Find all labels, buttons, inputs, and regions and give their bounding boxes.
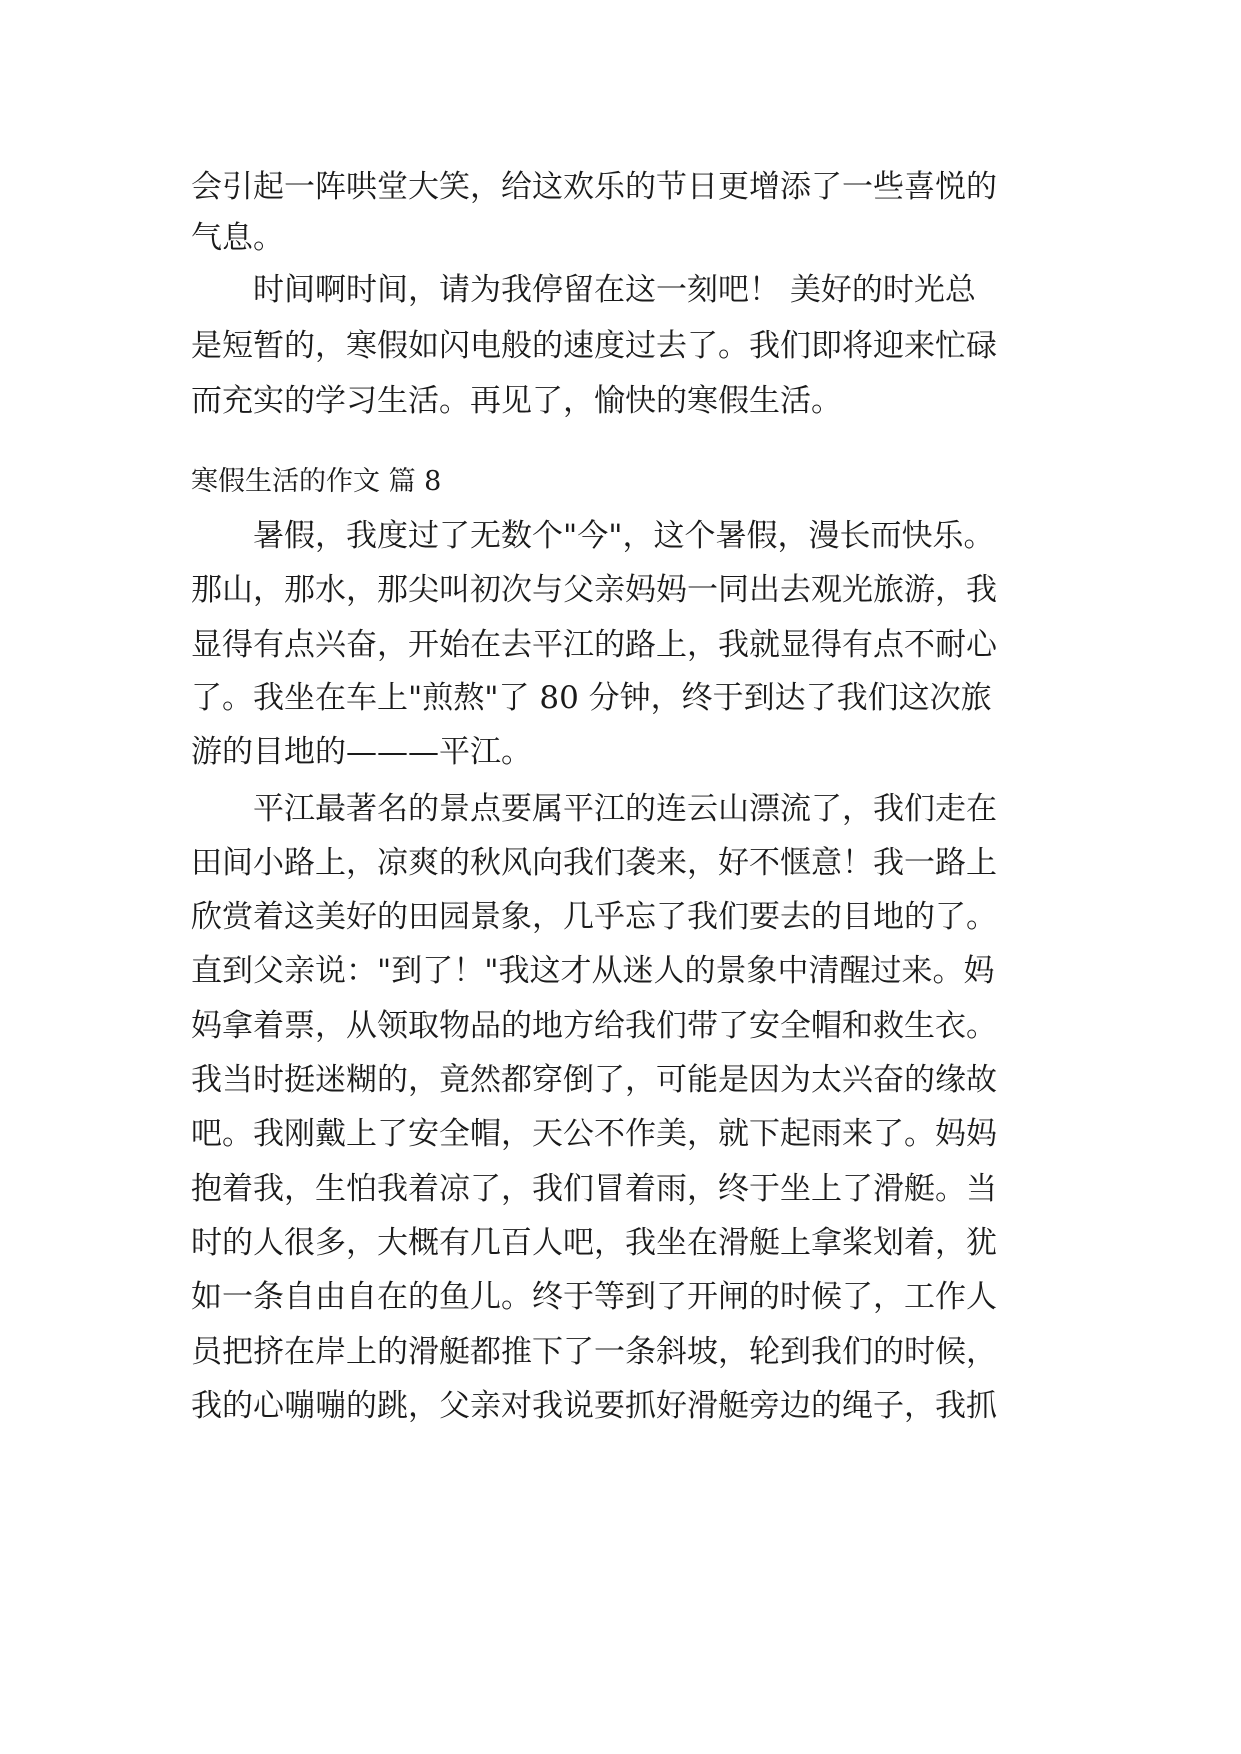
text-line: 妈拿着票，从领取物品的地方给我们带了安全帽和救生衣。 [191, 1008, 997, 1044]
text-line: 员把挤在岸上的滑艇都推下了一条斜坡，轮到我们的时候， [191, 1334, 997, 1370]
text-line: 会引起一阵哄堂大笑，给这欢乐的节日更增添了一些喜悦的 [191, 169, 997, 205]
text-line: 平江最著名的景点要属平江的连云山漂流了，我们走在 [191, 791, 997, 827]
text-line: 直到父亲说："到了！"我这才从迷人的景象中清醒过来。妈 [191, 953, 995, 989]
text-line: 而充实的学习生活。再见了，愉快的寒假生活。 [191, 383, 842, 419]
text-line: 暑假，我度过了无数个"今"，这个暑假，漫长而快乐。 [191, 518, 995, 554]
text-line: 如一条自由自在的鱼儿。终于等到了开闸的时候了，工作人 [191, 1279, 997, 1315]
text-line: 欣赏着这美好的田园景象，几乎忘了我们要去的目地的了。 [191, 899, 997, 935]
text-line: 我当时挺迷糊的，竟然都穿倒了，可能是因为太兴奋的缘故 [191, 1062, 997, 1098]
text-line: 时间啊时间，请为我停留在这一刻吧！ 美好的时光总 [191, 272, 976, 308]
text-line: 那山，那水，那尖叫初次与父亲妈妈一同出去观光旅游，我 [191, 572, 997, 608]
text-line: 我的心嘣嘣的跳，父亲对我说要抓好滑艇旁边的绳子，我抓 [191, 1388, 997, 1424]
text-line: 是短暂的，寒假如闪电般的速度过去了。我们即将迎来忙碌 [191, 328, 997, 364]
text-line: 气息。 [191, 220, 284, 256]
text-line: 时的人很多，大概有几百人吧，我坐在滑艇上拿桨划着，犹 [191, 1225, 997, 1261]
text-line: 吧。我刚戴上了安全帽，天公不作美，就下起雨来了。妈妈 [191, 1116, 997, 1152]
text-line: 了。我坐在车上"煎熬"了 80 分钟，终于到达了我们这次旅 [191, 680, 992, 716]
section-heading: 寒假生活的作文 篇 8 [191, 466, 442, 497]
text-line: 抱着我，生怕我着凉了，我们冒着雨，终于坐上了滑艇。当 [191, 1171, 997, 1207]
text-line: 游的目地的———平江。 [191, 734, 532, 770]
text-line: 显得有点兴奋，开始在去平江的路上，我就显得有点不耐心 [191, 627, 997, 663]
text-line: 田间小路上，凉爽的秋风向我们袭来，好不惬意！我一路上 [191, 845, 997, 881]
